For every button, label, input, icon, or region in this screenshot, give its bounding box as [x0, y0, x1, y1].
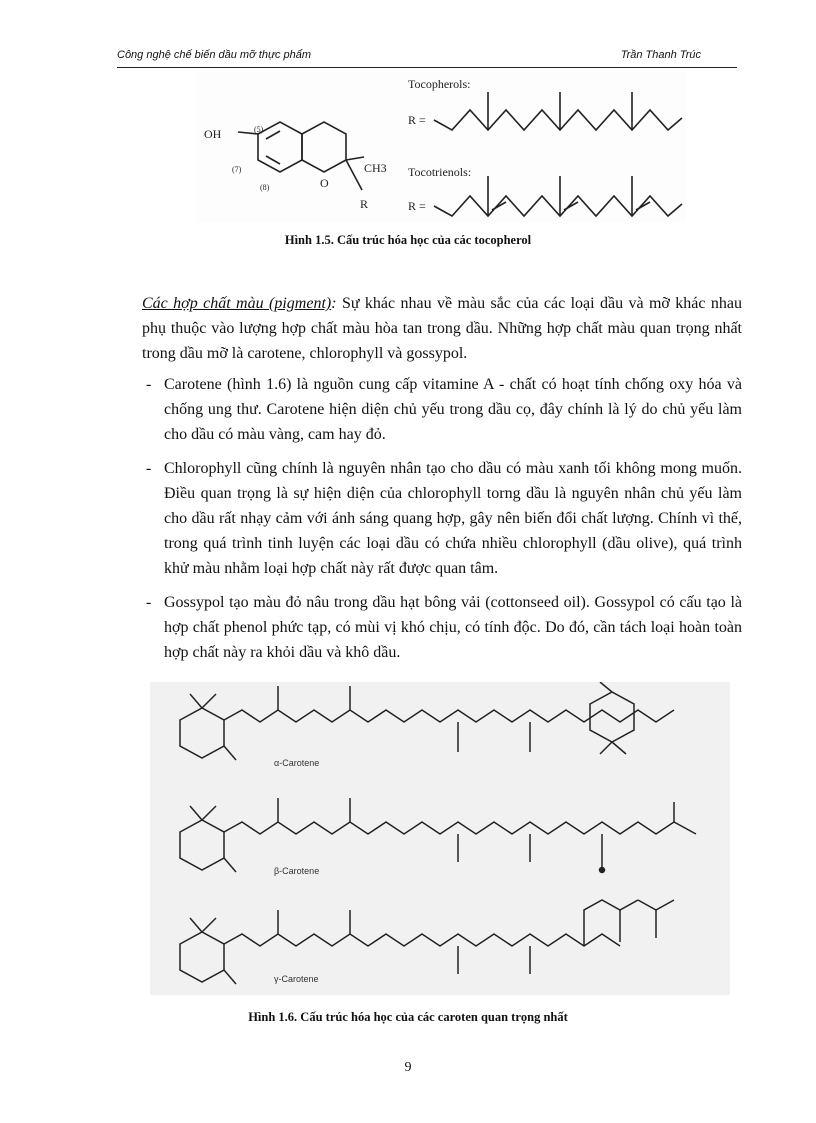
figure-1-5-caption: Hình 1.5. Cấu trúc hóa học của các tocopherol	[284, 233, 532, 247]
list-item-carotene	[142, 372, 742, 447]
alpha-carotene-label: α-Carotene	[274, 758, 320, 768]
pigment-list	[142, 372, 742, 674]
oh-label: OH	[204, 127, 222, 141]
ring-oxygen-label: O	[320, 176, 329, 190]
page-number: 9	[404, 1060, 412, 1075]
list-item-text: Gossypol tạo màu đỏ nâu trong dầu hạt bông vải (cottonseed oil). Gossypol có cấu tạo là hợp chất phenol phức tạp, có mùi vị khó chịu, có tính độc. Do đó, cần tách loại hoàn toàn hợp chất này ra khỏi dầu và khô dầu.	[164, 594, 742, 661]
position-7-label: (7)	[232, 165, 242, 174]
ch3-label: CH3	[364, 161, 387, 175]
pigment-intro-text: Sự khác nhau về màu sắc của các loại dầu và mỡ khác nhau phụ thuộc vào lượng hợp chất màu hòa tan trong dầu. Những hợp chất màu quan trọng nhất trong dầu mỡ là carotene, chlorophyll và gossypol.	[142, 295, 742, 362]
bullet-dash: -	[146, 594, 152, 611]
tocopherol-r-label: R =	[408, 113, 426, 127]
position-5-label: (5)	[254, 125, 264, 134]
gamma-carotene-drawing	[180, 900, 674, 984]
pigment-heading: Các hợp chất màu (pigment)	[142, 295, 332, 312]
page-header	[117, 47, 737, 68]
list-item-gossypol	[142, 590, 742, 665]
tocopherols-label: Tocopherols:	[408, 77, 471, 91]
bullet-dash: -	[146, 376, 152, 393]
tocotrienol-chain-drawing	[434, 196, 682, 216]
header-author: Trần Thanh Trúc	[620, 49, 701, 61]
beta-carotene-drawing	[180, 798, 696, 873]
tocopherol-chain-drawing	[434, 110, 682, 130]
pigment-intro-paragraph	[142, 291, 742, 366]
pigment-heading-colon: :	[331, 295, 337, 312]
gamma-carotene-label: γ-Carotene	[274, 974, 319, 984]
list-item-text: Carotene (hình 1.6) là nguồn cung cấp vitamine A - chất có hoạt tính chống oxy hóa và chống ung thư. Carotene hiện diện chủ yếu trong dầu cọ, đây chính là lý do chủ yếu làm cho dầu có màu vàng, cam hay đỏ.	[164, 376, 742, 443]
beta-carotene-label: β-Carotene	[274, 866, 320, 876]
figure-tocopherol	[196, 72, 686, 222]
tocotrienols-label: Tocotrienols:	[408, 165, 472, 179]
list-item-text: Chlorophyll cũng chính là nguyên nhân tạo cho dầu có màu xanh tối không mong muốn. Điều quan trọng là sự hiện diện của chlorophyll torng dầu là nguyên nhân chủ yếu làm cho dầu rất nhạy cảm với ánh sáng quang hợp, gây nên biến đổi chất lượng. Chính vì thế, trong quá trình tinh luyện các loại dầu có chứa nhiều chlorophyll (dầu olive), quá trình khử màu nhằm loại hợp chất này rất được quan tâm.	[164, 460, 742, 577]
ring-r-label: R	[360, 197, 369, 211]
figure-1-6-caption: Hình 1.6. Cấu trúc hóa học của các caroten quan trọng nhất	[248, 1010, 568, 1024]
bullet-dash: -	[146, 460, 152, 477]
position-8-label: (8)	[260, 183, 270, 192]
header-book-title: Công nghệ chế biến dầu mỡ thực phẩm	[117, 49, 312, 61]
figure-carotenes	[150, 682, 730, 995]
alpha-carotene-drawing	[180, 682, 674, 760]
list-item-chlorophyll	[142, 456, 742, 581]
tocotrienol-r-label: R =	[408, 199, 426, 213]
